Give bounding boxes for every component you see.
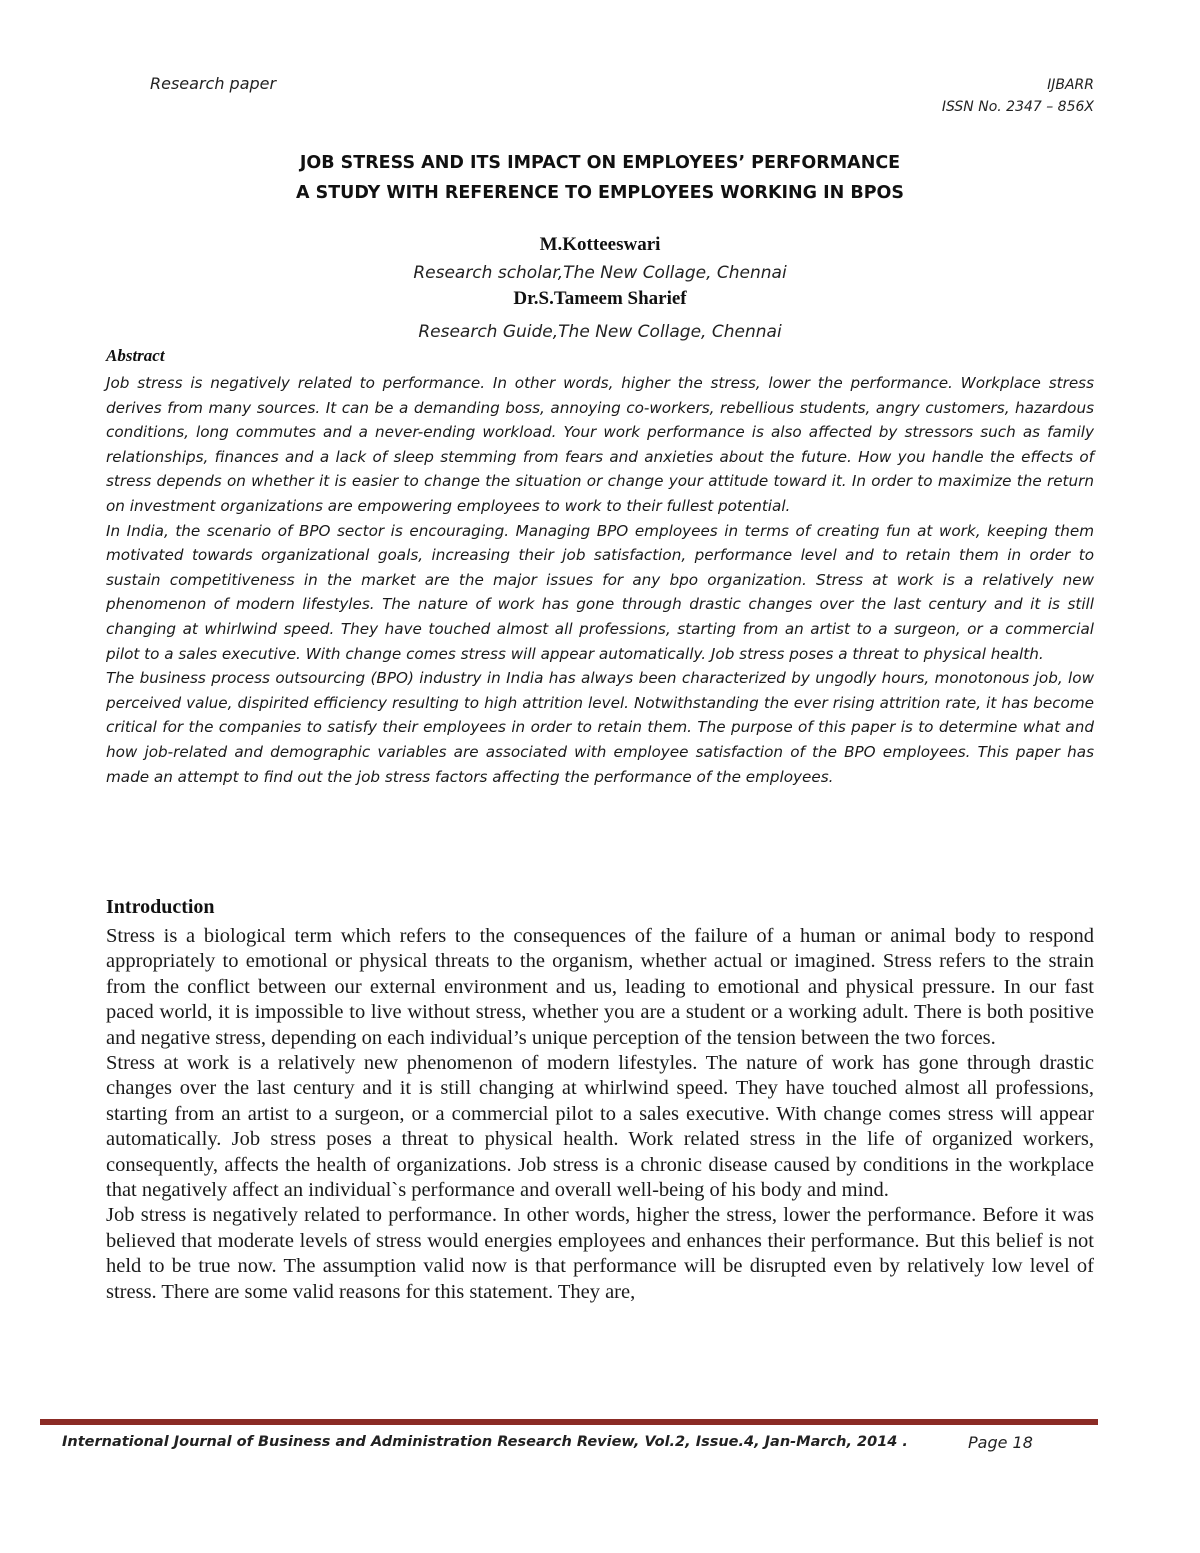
issn: ISSN No. 2347 – 856X xyxy=(941,99,1094,115)
introduction-paragraph: Stress at work is a relatively new phenomenon of modern lifestyles. The nature of work has gone through drastic changes over the last century and it is still changing at whirlwind speed. They have touched almost all professions, starting from an artist to a surgeon, or a commercial pilot to a sales executive. With change comes stress will appear automatically. Job stress poses a threat to physical health. Work related stress in the life of organized workers, consequently, affects the health of organizations. Job stress is a chronic disease caused by conditions in the workplace that negatively affect an individual`s performance and overall well-being of his body and mind. xyxy=(106,1052,1094,1202)
introduction-heading: Introduction xyxy=(106,896,215,918)
introduction-paragraph: Job stress is negatively related to performance. In other words, higher the stress, lower the performance. Before it was believed that moderate levels of stress would energies employees and enhances their performance. But this belief is not held to be true now. The assumption valid now is that performance will be disrupted even by relatively low level of stress. There are some valid reasons for this statement. They are, xyxy=(106,1204,1094,1303)
introduction-paragraph: Stress is a biological term which refers to the consequences of the failure of a human or animal body to respond appropriately to emotional or physical threats to the organism, whether actual or imagined. Stress refers to the strain from the conflict between our external environment and us, leading to emotional and physical pressure. In our fast paced world, it is impossible to live without stress, whether you are a student or a working adult. There is both positive and negative stress, depending on each individual’s unique perception of the tension between the two forces. xyxy=(106,925,1094,1049)
author-affiliation-2: Research Guide,The New Collage, Chennai xyxy=(418,322,782,342)
author-name-1: M.Kotteeswari xyxy=(539,234,661,255)
page-number: Page 18 xyxy=(968,1433,1033,1452)
paper-title xyxy=(0,148,1200,208)
title-line-2: A STUDY WITH REFERENCE TO EMPLOYEES WORKING IN BPOS xyxy=(295,183,905,203)
author-affiliation-1: Research scholar,The New Collage, Chennai xyxy=(413,263,787,283)
footer-journal-citation xyxy=(62,1434,908,1450)
running-header-right xyxy=(942,74,1094,118)
title-line-1: JOB STRESS AND ITS IMPACT ON EMPLOYEES’ PERFORMANCE xyxy=(299,153,901,173)
journal-abbrev: IJBARR xyxy=(1047,77,1094,93)
abstract-paragraph: In India, the scenario of BPO sector is encouraging. Managing BPO employees in terms of creating fun at work, keeping them motivated towards organizational goals, increasing their job satisfaction, performance level and to retain them in order to sustain competitiveness in the market are the major issues for any bpo organization. Stress at work is a relatively new phenomenon of modern lifestyles. The nature of work has gone through drastic changes over the last century and it is still changing at whirlwind speed. They have touched almost all professions, starting from an artist to a surgeon, or a commercial pilot to a sales executive. With change comes stress will appear automatically. Job stress poses a threat to physical health. xyxy=(106,521,1094,663)
abstract-heading: Abstract xyxy=(106,346,165,365)
running-header-left: Research paper xyxy=(150,74,277,93)
abstract-body xyxy=(106,371,1094,789)
author-name-2: Dr.S.Tameem Sharief xyxy=(513,288,687,309)
footer-journal-text: International Journal of Business and Administration Research Review, Vol.2, Issue.4, Jan-March, 2014 . xyxy=(62,1434,908,1450)
footer-divider xyxy=(40,1419,1098,1425)
abstract-paragraph: The business process outsourcing (BPO) industry in India has always been characterized by ungodly hours, monotonous job, low perceived value, dispirited efficiency resulting to high attrition level. Notwithstanding the ever rising attrition rate, it has become critical for the companies to satisfy their employees in order to retain them. The purpose of this paper is to determine what and how job-related and demographic variables are associated with employee satisfaction of the BPO employees. This paper has made an attempt to find out the job stress factors affecting the performance of the employees. xyxy=(106,669,1094,786)
introduction-body xyxy=(106,924,1094,1305)
abstract-paragraph: Job stress is negatively related to performance. In other words, higher the stress, lower the performance. Workplace stress derives from many sources. It can be a demanding boss, annoying co-workers, rebellious students, angry customers, hazardous conditions, long commutes and a never-ending workload. Your work performance is also affected by stressors such as family relationships, finances and a lack of sleep stemming from fears and anxieties about the future. How you handle the effects of stress depends on whether it is easier to change the situation or change your attitude toward it. In order to maximize the return on investment organizations are empowering employees to work to their fullest potential. xyxy=(106,374,1094,515)
